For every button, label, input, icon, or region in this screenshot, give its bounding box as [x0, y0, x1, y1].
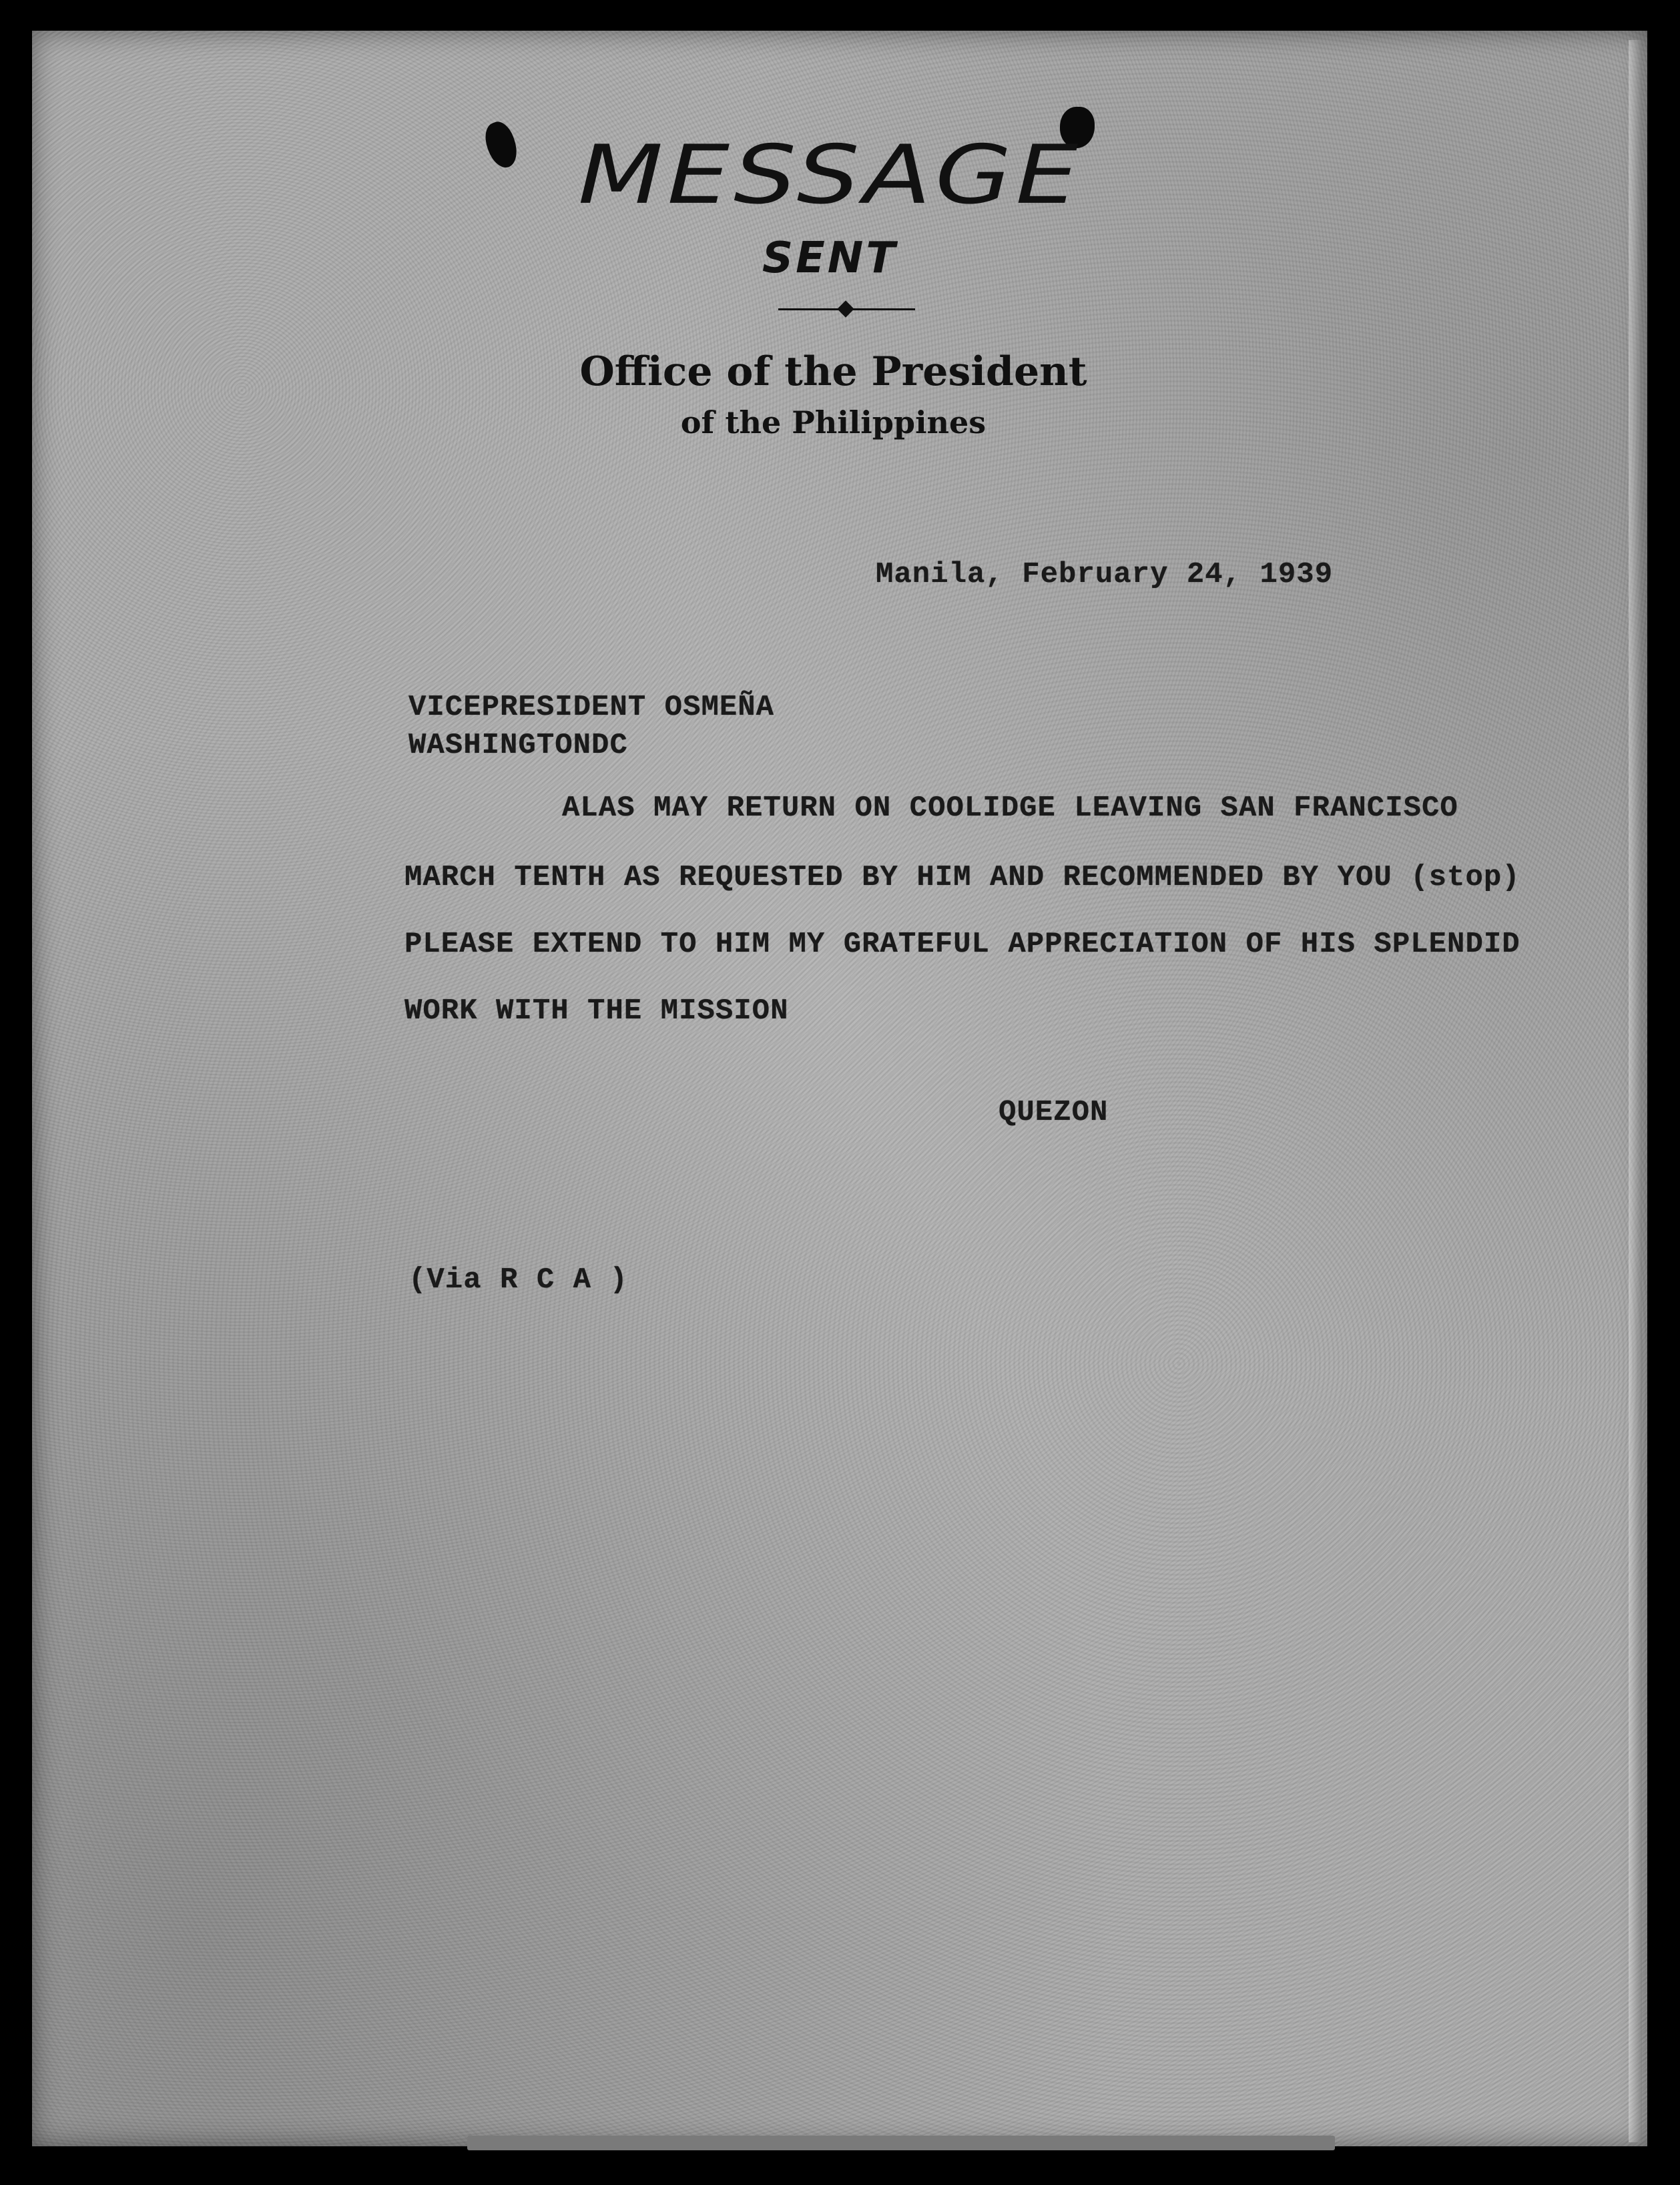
message-line: MARCH TENTH AS REQUESTED BY HIM AND RECOMMENDED BY YOU (stop) — [404, 861, 1520, 894]
letterhead-title: MESSAGE — [577, 127, 1083, 222]
addressee-name: VICEPRESIDENT OSMEÑA — [408, 691, 775, 724]
message-line: PLEASE EXTEND TO HIM MY GRATEFUL APPRECIATION OF HIS SPLENDID — [404, 928, 1520, 961]
addressee-location: WASHINGTONDC — [408, 729, 628, 762]
date-line: Manila, February 24, 1939 — [876, 558, 1334, 591]
letterhead-subtitle: SENT — [762, 234, 898, 283]
message-line: WORK WITH THE MISSION — [404, 994, 789, 1028]
message-line: ALAS MAY RETURN ON COOLIDGE LEAVING SAN FRANCISCO — [562, 792, 1458, 825]
signature: QUEZON — [999, 1096, 1109, 1129]
bottom-fold — [467, 2136, 1335, 2150]
office-country: of the Philippines — [680, 404, 987, 440]
office-name: Office of the President — [579, 348, 1087, 395]
routing-note: (Via R C A ) — [408, 1263, 628, 1297]
